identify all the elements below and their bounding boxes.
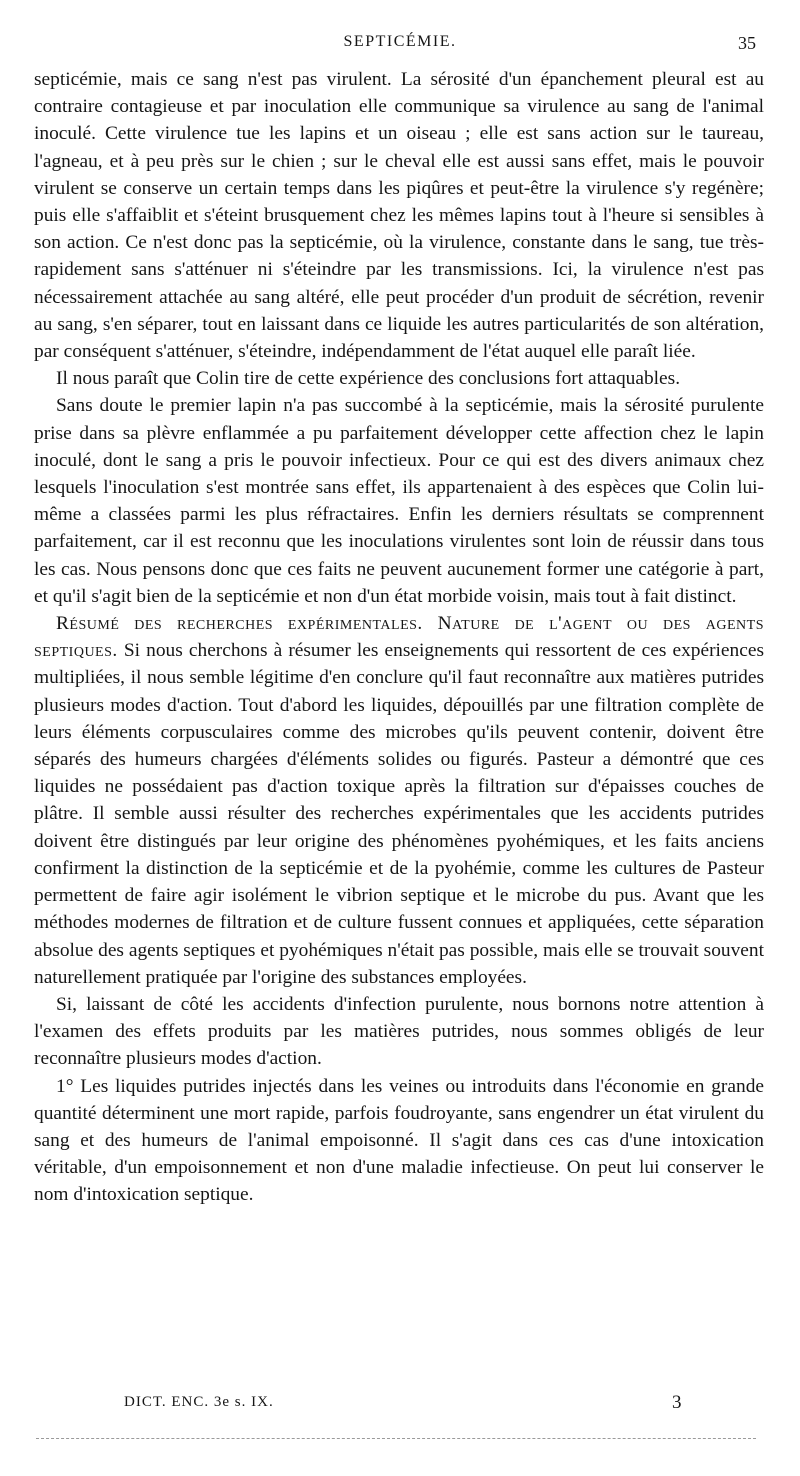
paragraph: Si, laissant de côté les accidents d'infection purulente, nous bornons notre attention à l'examen des effets produits par les matières putrides, nous sommes obligés de leur reconnaître plusieurs modes d'action. xyxy=(34,993,764,1070)
page-number: 35 xyxy=(738,33,756,53)
body-text xyxy=(34,66,764,1209)
bottom-rule xyxy=(36,1438,756,1439)
running-head xyxy=(0,33,800,57)
printer-signature: DICT. ENC. 3e s. IX. xyxy=(124,1394,274,1410)
paragraph: septicémie, mais ce sang n'est pas virulent. La sérosité d'un épanchement pleural est au contraire contagieuse et par inoculation elle communique sa virulence au sang de l'animal inoculé. Cette virulence tue les lapins et un oiseau ; elle est sans action sur le taureau, l'agneau, et à peu près sur le chien ; sur le cheval elle est aussi sans effet, mais le pouvoir virulent se conserve un certain temps dans les piqûres et peut-être la virulence s'y regénère; puis elle s'affaiblit et s'éteint brusquement chez les mêmes lapins tout à l'heure si sensibles à son action. Ce n'est donc pas la septicémie, où la virulence, constante dans le sang, tue très-rapidement sans s'atténuer ni s'éteindre par les transmissions. Ici, la virulence n'est pas nécessairement attachée au sang altéré, elle peut procéder d'un produit de sécrétion, revenir au sang, s'en séparer, tout en laissant dans ce liquide les autres particularités de son altération, par conséquent s'atténuer, s'éteindre, indépendamment de l'état auquel elle paraît liée. xyxy=(34,69,764,363)
paragraph: Il nous paraît que Colin tire de cette expérience des conclusions fort attaquables. xyxy=(56,368,681,390)
signature-mark: 3 xyxy=(672,1392,682,1413)
section-heading: Résumé des recherches expérimentales. Nature de l'agent ou des agents septiques. xyxy=(34,613,764,662)
footer xyxy=(0,1392,800,1422)
paragraph: 1° Les liquides putrides injectés dans les veines ou introduits dans l'économie en grande quantité déterminent une mort rapide, parfois foudroyante, sans engendrer un état virulent du sang et des humeurs de l'animal empoisonné. Il s'agit dans ces cas d'une intoxication véritable, d'un empoisonnement et non d'une maladie infectieuse. On peut lui conserver le nom d'intoxication septique. xyxy=(34,1075,764,1206)
paragraph: Sans doute le premier lapin n'a pas succombé à la septicémie, mais la sérosité purulente prise dans sa plèvre enflammée a pu parfaitement développer cette affection chez le lapin inoculé, dont le sang a pris le pouvoir infectieux. Pour ce qui est des divers animaux chez lesquels l'inoculation s'est montrée sans effet, ils appartenaient à des espèces que Colin lui-même a classées parmi les plus réfractaires. Enfin les derniers résultats se comprennent parfaitement, car il est reconnu que les inoculations virulentes sont loin de réussir dans tous les cas. Nous pensons donc que ces faits ne peuvent aucunement former une catégorie à part, et qu'il s'agit bien de la septicémie et non d'un état morbide voisin, mais tout à fait distinct. xyxy=(34,395,764,607)
paragraph-with-section-heading xyxy=(34,610,764,991)
paragraph-text: Si nous cherchons à résumer les enseignements qui ressortent de ces expériences multipliées, il nous semble légitime d'en conclure qu'il faut reconnaître aux matières putrides plusieurs modes d'action. Tout d'abord les liquides, dépouillés par une filtration complète de leurs éléments corpusculaires comme des microbes qu'ils peuvent contenir, doivent être séparés des humeurs chargées d'éléments solides ou figurés. Pasteur a démontré que ces liquides ne possédaient pas d'action toxique après la filtration sur d'épaisses couches de plâtre. Il semble aussi résulter des recherches expérimentales que les accidents putrides doivent être distingués par leur origine des phénomènes pyohémiques, et les faits anciens confirment la distinction de la septicémie et de la pyohémie, comme les cultures de Pasteur permettent de faire agir isolément le vibrion septique et le microbe du pus. Avant que les méthodes modernes de filtration et de culture fussent connues et appliquées, cette séparation absolue des agents septiques et pyohémiques n'était pas possible, mais elle se trouvait souvent naturellement pratiquée par l'origine des substances employées. xyxy=(34,640,764,988)
running-title: SEPTICÉMIE. xyxy=(343,33,457,50)
